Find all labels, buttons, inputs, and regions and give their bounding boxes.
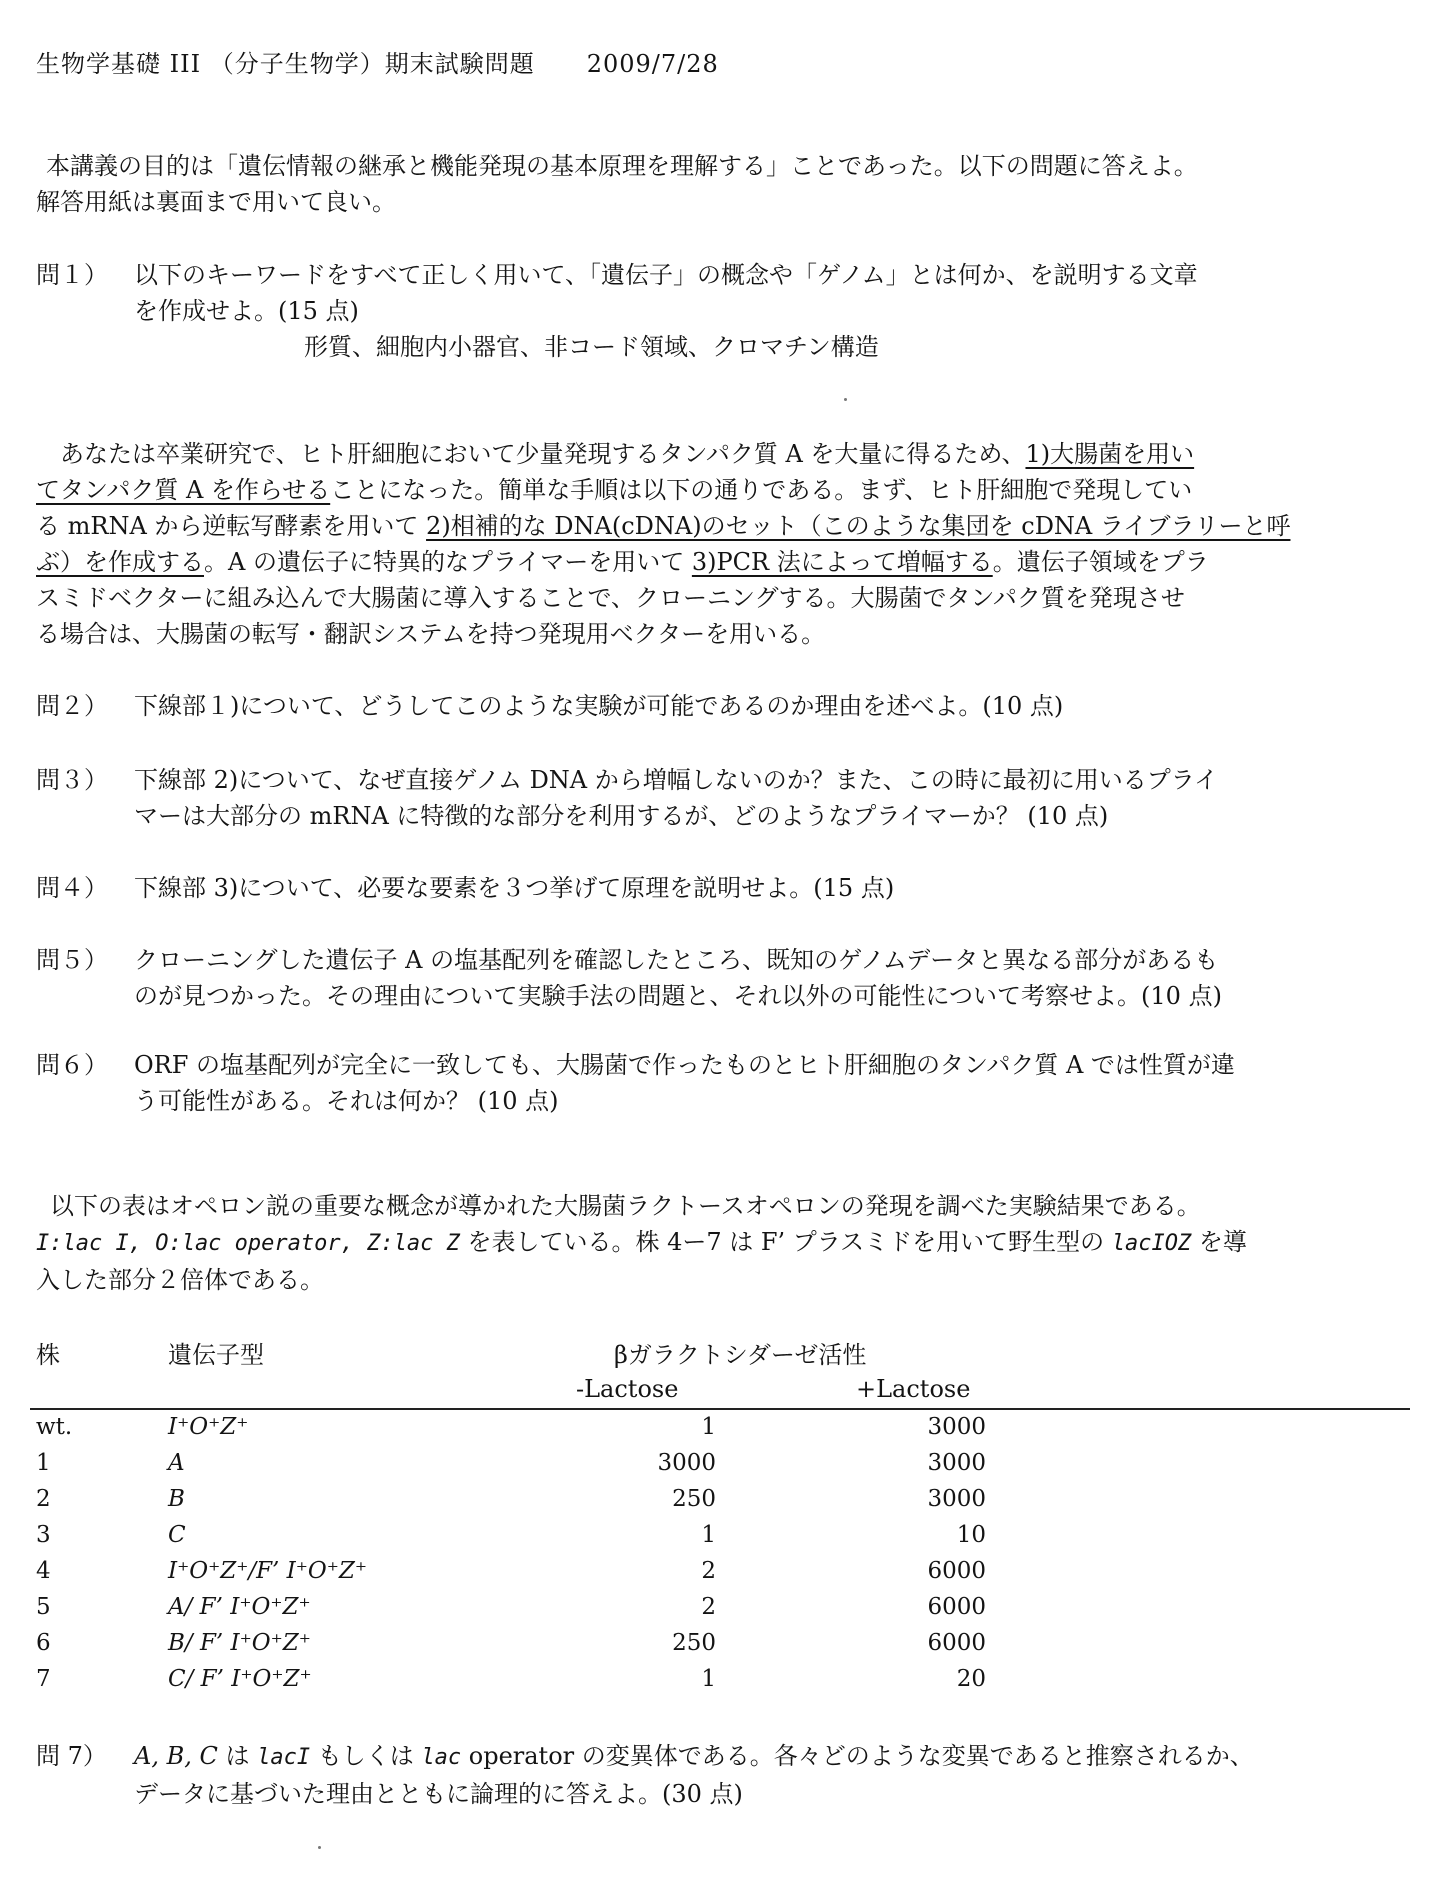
cell-plus-lactose: 3000 [927,1450,986,1476]
question-4 [36,870,1411,906]
underlined-section-1: 1)大腸菌を用い [1025,440,1195,468]
cell-strain: 7 [36,1666,51,1692]
cell-plus-lactose: 20 [956,1666,986,1692]
question-number: 問５） [36,946,108,974]
question-text: のが見つかった。その理由について実験手法の問題と、それ以外の可能性について考察せよ。(10 点) [134,982,1222,1010]
operon-text: を表している。株 4ー7 は F’ プラスミドを用いて野生型の [459,1228,1112,1256]
scenario-text: スミドベクターに組み込んで大腸菌に導入することで、クローニングする。大腸菌でタンパク質を発現させ [36,584,1185,612]
scenario-text: る場合は、大腸菌の転写・翻訳システムを持つ発現用ベクターを用いる。 [36,620,826,648]
cell-minus-lactose: 250 [672,1486,716,1512]
cell-plus-lactose: 3000 [927,1486,986,1512]
question-number: 問 7） [36,1742,107,1770]
question-text: は [217,1742,258,1770]
question-number: 問３） [36,766,108,794]
cell-strain: wt. [36,1414,73,1440]
column-header-genotype: 遺伝子型 [168,1341,264,1369]
scenario-text: 。遺伝子領域をプラ [992,548,1209,576]
cell-genotype: I⁺O⁺Z⁺ [168,1414,249,1440]
cell-strain: 1 [36,1450,51,1476]
operon-text: を導 [1191,1228,1247,1256]
operon-text: 以下の表はオペロン説の重要な概念が導かれた大腸菌ラクトースオペロンの発現を調べた実験結果である。 [50,1192,1201,1220]
cell-plus-lactose: 6000 [927,1594,986,1620]
gene-name: lacI [257,1745,311,1770]
cell-genotype: C/ F’ I⁺O⁺Z⁺ [168,1666,312,1692]
exam-date: 2009/7/28 [586,50,719,78]
column-header-strain: 株 [36,1341,60,1369]
keyword-list: 形質、細胞内小器官、非コード領域、クロマチン構造 [304,333,879,361]
table-row [36,1558,1411,1594]
question-number: 問４） [36,874,108,902]
underlined-section-2: ぶ）を作成する [36,548,204,576]
question-text: operator の変異体である。各々どのような変異であると推察されるか、 [461,1742,1254,1770]
question-number: 問６） [36,1051,108,1079]
operon-gene: lacIOZ [1111,1231,1192,1256]
question-text: 下線部１)について、どうしてこのような実験が可能であるのか理由を述べよ。(10 点) [134,692,1064,720]
operon-legend: I:lac I, O:lac operator, Z:lac Z [36,1231,460,1256]
scenario-text: ことになった。簡単な手順は以下の通りである。まず、ヒト肝細胞で発現してい [330,476,1193,504]
table-row [36,1630,1411,1666]
cell-genotype: A/ F’ I⁺O⁺Z⁺ [168,1594,311,1620]
cell-plus-lactose: 6000 [927,1558,986,1584]
cell-genotype: B/ F’ I⁺O⁺Z⁺ [168,1630,311,1656]
gene-name: lac [421,1745,462,1770]
operon-text: 入した部分２倍体である。 [36,1266,324,1294]
cell-genotype: I⁺O⁺Z⁺/F’ I⁺O⁺Z⁺ [168,1558,368,1584]
underlined-section-1: てタンパク質 A を作らせる [36,476,331,504]
question-text: を作成せよ。(15 点) [134,297,359,325]
column-header-plus-lactose: +Lactose [856,1375,971,1403]
cell-genotype: B [168,1486,185,1512]
table-header [36,1335,1411,1405]
question-5 [36,942,1411,1014]
scenario-text: る mRNA から逆転写酵素を用いて [36,512,427,540]
cell-minus-lactose: 250 [672,1630,716,1656]
cell-strain: 5 [36,1594,51,1620]
cell-plus-lactose: 10 [956,1522,986,1548]
cell-plus-lactose: 6000 [927,1630,986,1656]
scenario-text: あなたは卒業研究で、ヒト肝細胞において少量発現するタンパク質 A を大量に得るため、 [60,440,1026,468]
table-row [36,1450,1411,1486]
cell-strain: 3 [36,1522,51,1548]
question-text: マーは大部分の mRNA に特徴的な部分を利用するが、どのようなプライマーか？ (10 点) [134,802,1109,830]
question-text: クローニングした遺伝子 A の塩基配列を確認したところ、既知のゲノムデータと異なる部分があるも [134,946,1219,974]
column-header-minus-lactose: -Lactose [576,1375,679,1403]
table-row [36,1486,1411,1522]
operon-paragraph [36,1188,1411,1298]
question-text: ORF の塩基配列が完全に一致しても、大腸菌で作ったものとヒト肝細胞のタンパク質 A では性質が違 [134,1051,1235,1079]
table-row [36,1522,1411,1558]
table-rule [30,1408,1410,1410]
cell-minus-lactose: 1 [701,1522,716,1548]
cell-plus-lactose: 3000 [927,1414,986,1440]
exam-header [36,44,719,79]
underlined-section-2: 2)相補的な DNA(cDNA)のセット（このような集団を cDNA ライブラリーと呼 [426,512,1291,540]
question-2 [36,688,1411,724]
exam-title: 生物学基礎 III （分子生物学）期末試験問題 [36,50,535,78]
mutant-names: A, B, C [134,1742,218,1770]
intro-paragraph [36,148,1406,220]
intro-line: 本講義の目的は「遺伝情報の継承と機能発現の基本原理を理解する」ことであった。以下の問題に答えよ。 [46,152,1198,180]
question-text: 以下のキーワードをすべて正しく用いて、「遺伝子」の概念や「ゲノム」とは何か、を説明する文章 [134,261,1198,289]
question-1 [36,257,1411,365]
table-row [36,1414,1411,1450]
question-text: 下線部 2)について、なぜ直接ゲノム DNA から増幅しないのか？また、この時に最初に用いるプライ [134,766,1219,794]
table-row [36,1594,1411,1630]
question-text: データに基づいた理由とともに論理的に答えよ。(30 点) [134,1780,743,1808]
cell-genotype: C [168,1522,186,1548]
intro-line: 解答用紙は裏面まで用いて良い。 [36,188,396,216]
cell-minus-lactose: 1 [701,1414,716,1440]
cell-strain: 2 [36,1486,51,1512]
scan-speck [318,1846,321,1849]
column-header-activity: βガラクトシダーゼ活性 [614,1341,867,1369]
underlined-section-3: 3)PCR 法によって増幅する [691,548,993,576]
cell-minus-lactose: 1 [701,1666,716,1692]
scenario-paragraph [36,436,1411,652]
cell-genotype: A [168,1450,185,1476]
question-6 [36,1047,1411,1119]
cell-minus-lactose: 2 [701,1558,716,1584]
question-number: 問２） [36,692,108,720]
cell-minus-lactose: 2 [701,1594,716,1620]
cell-minus-lactose: 3000 [657,1450,716,1476]
question-3 [36,762,1411,834]
scenario-text: 。A の遺伝子に特異的なプライマーを用いて [204,548,692,576]
scan-speck [844,398,847,401]
question-text: う可能性がある。それは何か？ (10 点) [134,1087,559,1115]
question-number: 問１） [36,261,108,289]
question-text: 下線部 3)について、必要な要素を３つ挙げて原理を説明せよ。(15 点) [134,874,895,902]
cell-strain: 6 [36,1630,51,1656]
question-text: もしくは [310,1742,422,1770]
question-7 [36,1738,1411,1812]
table-row [36,1666,1411,1702]
cell-strain: 4 [36,1558,51,1584]
